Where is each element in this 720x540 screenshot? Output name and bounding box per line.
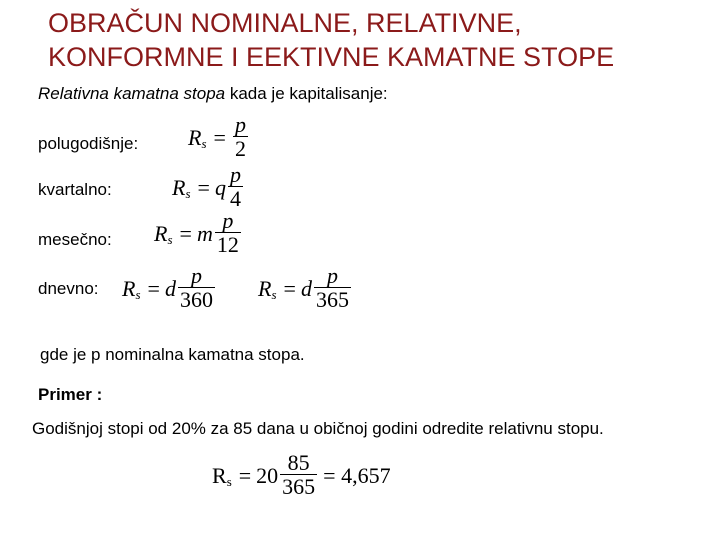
title-line-1: OBRAČUN NOMINALNE, RELATIVNE, — [48, 8, 522, 38]
note-text: gde je p nominalna kamatna stopa. — [40, 345, 305, 364]
formula-coefficient: m — [196, 220, 213, 246]
equals-sign: = — [179, 220, 192, 246]
formula-daily-365 — [258, 265, 351, 312]
label-quarterly: kvartalno: — [38, 180, 112, 199]
fraction-numerator: p — [326, 263, 338, 288]
answer-subscript: s — [226, 473, 232, 489]
fraction — [178, 265, 215, 312]
fraction — [215, 210, 241, 257]
intro-italic: Relativna kamatna stopa — [38, 84, 226, 103]
formula-lhs: R — [172, 174, 186, 200]
formula-lhs: R — [258, 275, 272, 301]
label-monthly: mesečno: — [38, 230, 112, 249]
formula-daily-360 — [122, 265, 215, 312]
intro-rest: kada je kapitalisanje: — [225, 84, 388, 103]
fraction — [314, 265, 351, 312]
formula-subscript: s — [185, 185, 191, 201]
formula-coefficient: q — [214, 174, 226, 200]
slide-title — [48, 6, 614, 74]
label-daily: dnevno: — [38, 279, 99, 298]
formula-lhs: R — [122, 275, 136, 301]
formula-lhs: R — [154, 220, 168, 246]
fraction-denominator: 365 — [282, 474, 316, 499]
formula-subscript: s — [201, 135, 207, 151]
formula-quarterly — [172, 164, 243, 211]
formula-coefficient: d — [164, 275, 176, 301]
title-line-2: KONFORMNE I EEKTIVNE KAMATNE STOPE — [48, 42, 615, 72]
equals-sign: = — [197, 174, 210, 200]
formula-subscript: s — [167, 231, 173, 247]
fraction-numerator: 85 — [287, 450, 310, 475]
equals-sign: = — [213, 124, 226, 150]
fraction — [233, 114, 248, 161]
answer-result: = 4,657 — [323, 462, 391, 488]
fraction-denominator: 360 — [179, 287, 213, 312]
example-answer — [212, 452, 391, 499]
fraction-denominator: 365 — [315, 287, 349, 312]
formula-monthly — [154, 210, 241, 257]
fraction-denominator: 4 — [229, 186, 241, 211]
fraction-numerator: p — [234, 112, 246, 137]
formula-subscript: s — [271, 286, 277, 302]
fraction-numerator: p — [222, 208, 234, 233]
answer-coefficient: 20 — [256, 462, 279, 488]
formula-semiannual — [188, 114, 248, 161]
fraction — [280, 452, 317, 499]
example-text: Godišnjoj stopi od 20% za 85 dana u običnoj godini odredite relativnu stopu. — [32, 419, 604, 438]
equals-sign: = — [238, 462, 252, 488]
answer-lhs: R — [212, 462, 227, 488]
fraction-numerator: p — [229, 162, 241, 187]
fraction-numerator: p — [190, 263, 202, 288]
fraction — [228, 164, 243, 211]
formula-coefficient: d — [300, 275, 312, 301]
example-heading: Primer : — [38, 385, 103, 404]
equals-sign: = — [283, 275, 296, 301]
fraction-denominator: 12 — [216, 232, 239, 257]
label-semiannual: polugodišnje: — [38, 134, 139, 153]
formula-subscript: s — [135, 286, 141, 302]
fraction-denominator: 2 — [234, 136, 246, 161]
intro-text — [38, 84, 388, 104]
formula-lhs: R — [188, 124, 202, 150]
equals-sign: = — [147, 275, 160, 301]
